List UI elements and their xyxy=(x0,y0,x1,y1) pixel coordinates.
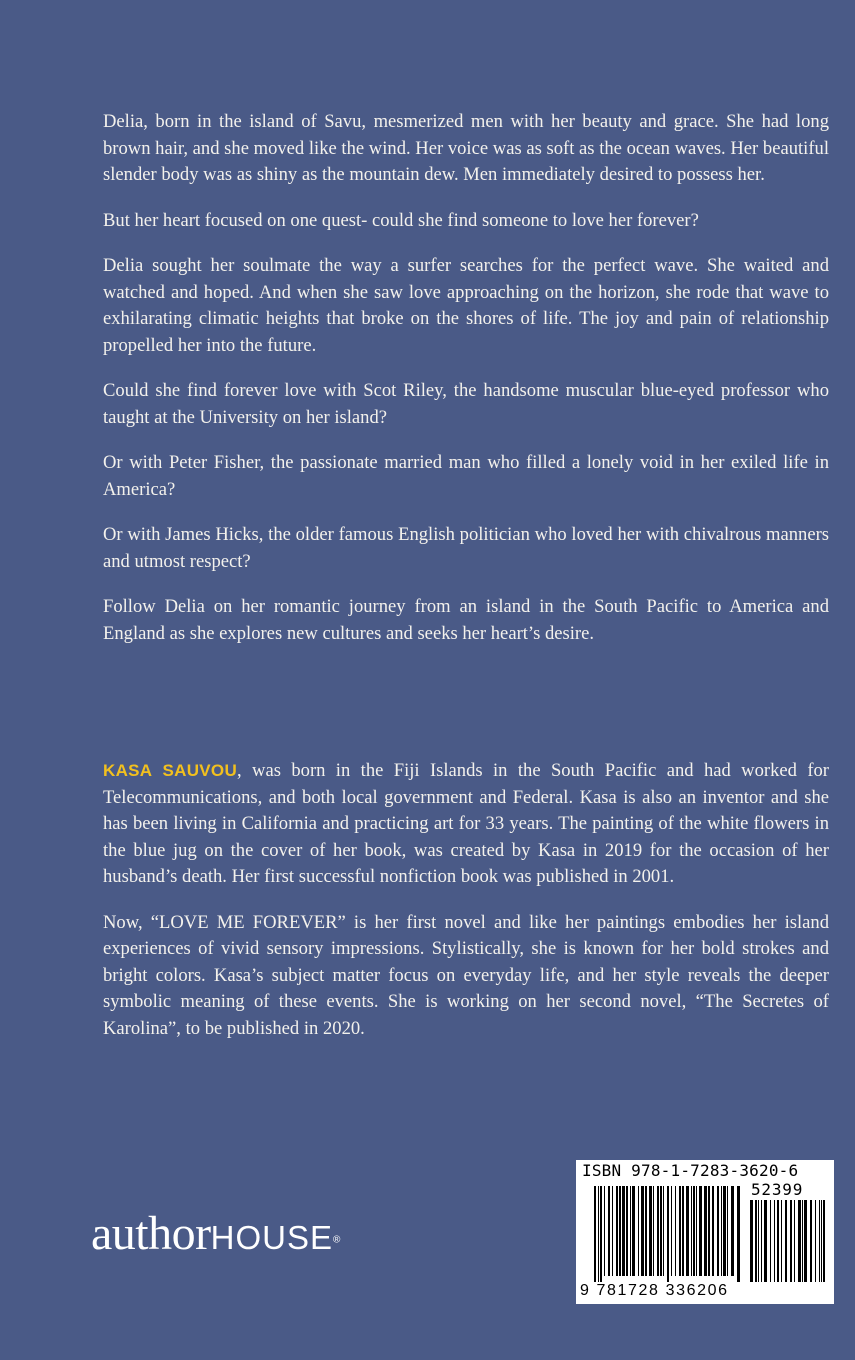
barcode-bar xyxy=(679,1186,681,1276)
author-name: KASA SAUVOU xyxy=(103,761,238,780)
barcode-bar xyxy=(755,1200,757,1282)
barcode-bar xyxy=(641,1186,644,1276)
barcode-bar xyxy=(660,1186,662,1276)
barcode-bar xyxy=(777,1200,779,1282)
author-bio xyxy=(103,758,829,1061)
barcode-bar xyxy=(691,1186,692,1276)
barcode-bar xyxy=(630,1186,631,1276)
barcode-bar xyxy=(608,1186,610,1276)
barcode-bar xyxy=(622,1186,625,1276)
blurb-paragraph: Or with James Hicks, the older famous English politician who loved her with chivalrous manners and utmost respect? xyxy=(103,524,829,572)
barcode-bar xyxy=(619,1186,621,1276)
barcode-bar xyxy=(612,1186,613,1276)
barcode-bar xyxy=(727,1186,728,1276)
barcode-bar xyxy=(712,1186,714,1276)
barcode-bar xyxy=(645,1186,647,1276)
barcode-bar xyxy=(598,1186,599,1282)
barcode-bar xyxy=(770,1200,771,1282)
barcode-bar xyxy=(626,1186,628,1276)
isbn-barcode xyxy=(576,1160,834,1304)
logo-author: author xyxy=(91,1207,211,1260)
barcode-bar xyxy=(594,1186,596,1282)
logo-house: HOUSE xyxy=(210,1219,333,1256)
bio-text: , was born in the Fiji Islands in the South Pacific and had worked for Telecommunications, and both local government and Federal. Kasa is also an inventor and she has been living in California and practicing art for 33 years. The painting of the white flowers in the blue jug on the cover of her book, was created by Kasa in 2019 for the occasion of her husband’s death. Her first successful nonfiction book was published in 2001. xyxy=(103,760,829,887)
barcode-bar xyxy=(781,1200,782,1282)
publisher-logo xyxy=(91,1206,340,1261)
blurb-paragraph: Delia sought her soulmate the way a surfer searches for the perfect wave. She waited and watched and hoped. And when she saw love approaching on the horizon, she rode that wave to exhilarating climatic heights that broke on the shores of life. The joy and pain of relationship propelled her into the future. xyxy=(103,255,829,356)
barcode-bar xyxy=(693,1186,695,1276)
barcode-bar xyxy=(819,1200,820,1282)
registered-mark: ® xyxy=(332,1234,341,1246)
bio-paragraph xyxy=(103,758,829,891)
barcode-bar xyxy=(600,1186,602,1282)
barcode-bar xyxy=(821,1200,822,1282)
barcode-bar xyxy=(696,1186,697,1276)
barcode-bar xyxy=(675,1186,676,1276)
barcode-digits: 9 781728 336206 xyxy=(580,1282,729,1299)
back-cover-blurb xyxy=(103,109,829,666)
bio-paragraph: Now, “LOVE ME FOREVER” is her first novel and like her paintings embodies her island experiences of vivid sensory impressions. Stylistically, she is known for her bold strokes and bright colors. Kasa’s subject matter focus on everyday life, and her style reveals the deeper symbolic meaning of these events. She is working on her second novel, “The Secretes of Karolina”, to be published in 2020. xyxy=(103,911,829,1039)
barcode-bar xyxy=(802,1200,803,1282)
blurb-paragraph: Follow Delia on her romantic journey from an island in the South Pacific to America and England as she explores new cultures and seeks her heart’s desire. xyxy=(103,596,829,644)
barcode-bar xyxy=(798,1200,801,1282)
barcode-bar xyxy=(785,1200,787,1282)
barcode-bar xyxy=(632,1186,635,1276)
barcode-bar xyxy=(686,1186,689,1276)
barcode-bar xyxy=(653,1186,654,1276)
barcode-bar xyxy=(750,1200,753,1282)
barcode-bar xyxy=(649,1186,652,1276)
barcode-bar xyxy=(790,1200,792,1282)
barcode-bar xyxy=(667,1186,669,1282)
blurb-paragraph: Could she find forever love with Scot Riley, the handsome muscular blue-eyed professor who taught at the University on her island? xyxy=(103,380,829,428)
barcode-bar xyxy=(721,1186,722,1276)
barcode-bar xyxy=(604,1186,605,1276)
barcode-bar xyxy=(758,1200,759,1282)
barcode-bar xyxy=(699,1186,702,1276)
barcode-bar xyxy=(810,1200,812,1282)
barcode-bar xyxy=(708,1186,710,1276)
barcode-bar xyxy=(731,1186,734,1276)
barcode-bar xyxy=(723,1186,726,1276)
barcode-bar xyxy=(737,1186,740,1282)
barcode-bar xyxy=(761,1200,762,1282)
barcode-bar xyxy=(682,1186,684,1276)
barcode-bar xyxy=(616,1186,618,1276)
barcode-bar xyxy=(815,1200,816,1282)
barcode-bar xyxy=(794,1200,795,1282)
barcode-bar xyxy=(671,1186,672,1276)
isbn-label: ISBN 978-1-7283-3620-6 xyxy=(582,1161,799,1180)
barcode-bar xyxy=(717,1186,719,1276)
barcode-bar xyxy=(764,1200,767,1282)
barcode-bar xyxy=(804,1200,807,1282)
barcode-bar xyxy=(704,1186,707,1276)
barcode-bar xyxy=(823,1200,825,1282)
blurb-paragraph: But her heart focused on one quest- could she find someone to love her forever? xyxy=(103,209,699,231)
blurb-paragraph: Delia, born in the island of Savu, mesmerized men with her beauty and grace. She had long brown hair, and she moved like the wind. Her voice was as soft as the ocean waves. Her beautiful slender body was as shiny as the mountain dew. Men immediately desired to possess her. xyxy=(103,111,829,185)
price-code: 52399 xyxy=(751,1180,804,1199)
barcode-bar xyxy=(638,1186,639,1276)
barcode-bar xyxy=(663,1186,664,1276)
barcode-bar xyxy=(774,1200,775,1282)
blurb-paragraph: Or with Peter Fisher, the passionate married man who filled a lonely void in her exiled life in America? xyxy=(103,452,829,500)
barcode-bar xyxy=(657,1186,659,1276)
